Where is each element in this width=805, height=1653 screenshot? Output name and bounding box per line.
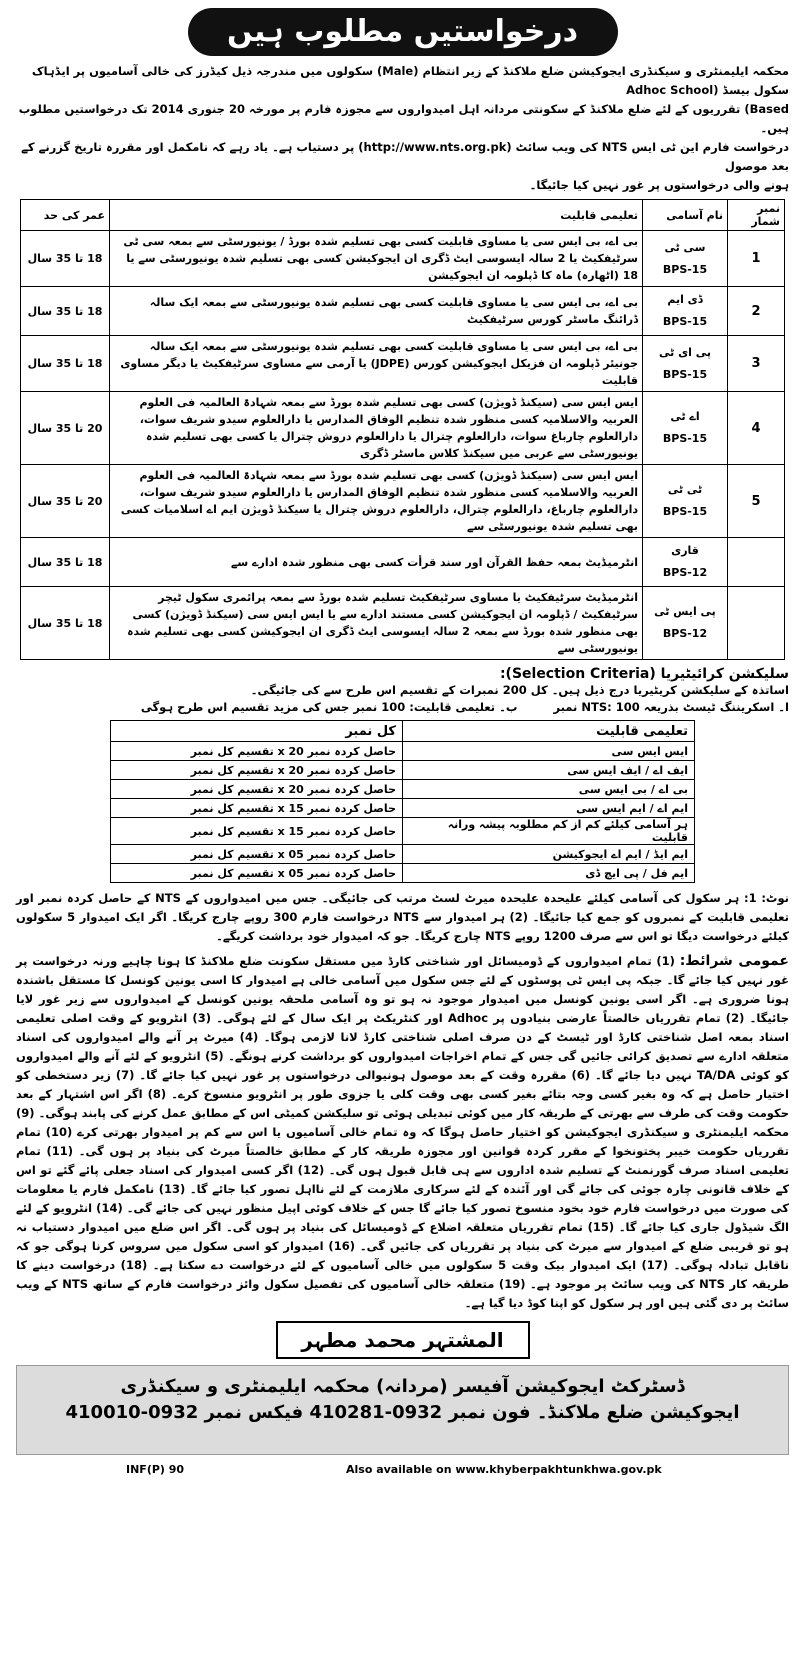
criteria-header-marks: کل نمبر — [111, 721, 403, 742]
post-age: 18 تا 35 سال — [21, 336, 110, 392]
criteria-row — [111, 780, 695, 799]
note-text: نوٹ: 1: ہر سکول کی آسامی کیلئے علیحدہ علیحدہ میرٹ لسٹ مرتب کی جائیگی۔ جس میں امیدواروں کے NTS کے حاصل کردہ نمبر اور تعلیمی قابلیت کے نمبروں کو جمع کیا جائیگا۔ (2) ہر امیدوار سے NTS درخواست فارم 300 روپے چارج کریگا۔ اگر ایک امیدوار 5 سکولوں کیلئے درخواست دیگا تو اس سے صرف 1200 روپے NTS چارج کریگا۔ جو کہ امیدوار خود برداشت کریگے۔ — [16, 891, 790, 943]
selection-nts: ا۔ اسکریننگ ٹیسٹ بذریعہ NTS: 100 نمبر — [553, 700, 789, 714]
criteria-marks: حاصل کردہ نمبر x 20 تقسیم کل نمبر — [111, 742, 403, 761]
post-age: 18 تا 35 سال — [21, 587, 110, 660]
intro-line: Based) تقرریوں کے لئے ضلع ملاکنڈ کے سکونتی مردانہ اہل امیدواروں سے مجوزہ فارم پر مورخہ 20 جنوری 2014 تک درخواستیں مطلوب ہیں۔ — [18, 102, 789, 135]
post-row — [21, 231, 785, 287]
post-sn — [728, 587, 785, 660]
office-line2: ایجوکیشن ضلع ملاکنڈ۔ فون نمبر 0932-410281 فیکس نمبر 0932-410010 — [65, 1402, 740, 1423]
post-qualification: بی اے، بی ایس سی یا مساوی قابلیت کسی بھی تسلیم شدہ یونیورسٹی سے بمعہ ایک سالہ جونیئر ڈپلومہ ان فزیکل ایجوکیشن کورس (JDPE) یا آرمی سے مساوی سرٹیفکیٹ یا دیگر مساوی قابلیت — [110, 336, 643, 392]
post-name-cell — [643, 465, 728, 538]
office-line1: ڈسٹرکٹ ایجوکیشن آفیسر (مردانہ) محکمہ ایلیمنٹری و سیکنڈری — [120, 1376, 685, 1397]
criteria-qual: ایس ایس سی — [403, 742, 695, 761]
intro-text — [16, 62, 789, 195]
selection-title-ur: سلیکشن کرائیٹیریا — [660, 666, 789, 682]
criteria-header-qual: تعلیمی قابلیت — [403, 721, 695, 742]
post-sn: 2 — [728, 287, 785, 336]
criteria-row — [111, 864, 695, 883]
criteria-row — [111, 761, 695, 780]
post-name: سی ٹی — [664, 240, 706, 254]
criteria-marks: حاصل کردہ نمبر x 20 تقسیم کل نمبر — [111, 780, 403, 799]
post-row — [21, 336, 785, 392]
posts-header-row — [21, 200, 785, 231]
post-bps: BPS-12 — [662, 627, 708, 640]
criteria-qual: ہر آسامی کیلئے کم از کم مطلوبہ پیشہ ورانہ قابلیت — [403, 818, 695, 845]
post-qualification: انٹرمیڈیٹ بمعہ حفظ القرآن اور سند قرأت کسی بھی منظور شدہ ادارے سے — [110, 538, 643, 587]
post-name-cell — [643, 287, 728, 336]
page-title: درخواستیں مطلوب ہیں — [188, 8, 618, 56]
post-name: اے ٹی — [670, 410, 700, 423]
criteria-qual: بی اے / بی ایس سی — [403, 780, 695, 799]
intro-line: درخواست فارم این ٹی ایس NTS کی ویب سائٹ (http://www.nts.org.pk) پر دستیاب ہے۔ یاد رہے کہ نامکمل اور مقررہ تاریخ گزرنے کے بعد موصول — [21, 140, 789, 173]
header-qual: تعلیمی قابلیت — [110, 200, 643, 231]
footer — [16, 1463, 789, 1479]
post-row — [21, 538, 785, 587]
post-sn: 5 — [728, 465, 785, 538]
selection-line1: اساتذہ کے سلیکشن کریٹیریا درج ذیل ہیں۔ کل 200 نمبرات کے تقسیم اس طرح سے کی جائیگی۔ — [250, 683, 789, 697]
post-name-cell — [643, 587, 728, 660]
criteria-table — [110, 720, 695, 883]
post-row — [21, 465, 785, 538]
selection-line2 — [16, 699, 789, 716]
criteria-row — [111, 742, 695, 761]
criteria-marks: حاصل کردہ نمبر x 05 تقسیم کل نمبر — [111, 845, 403, 864]
post-row — [21, 287, 785, 336]
criteria-qual: ایف اے / ایف ایس سی — [403, 761, 695, 780]
intro-line: محکمہ ایلیمنٹری و سیکنڈری ایجوکیشن ضلع ملاکنڈ کے زیر انتظام (Male) سکولوں میں مندرجہ ذیل کیڈرز کی خالی آسامیوں پر ایڈہاک سکول بیسڈ (Adhoc School — [31, 64, 789, 97]
post-age: 18 تا 35 سال — [21, 231, 110, 287]
post-name-cell — [643, 538, 728, 587]
post-bps: BPS-15 — [662, 315, 708, 328]
posts-table — [20, 199, 785, 660]
criteria-marks: حاصل کردہ نمبر x 15 تقسیم کل نمبر — [111, 799, 403, 818]
post-bps: BPS-15 — [662, 367, 708, 381]
criteria-qual: ایم اے / ایم ایس سی — [403, 799, 695, 818]
post-name: ڈی ایم — [667, 293, 703, 306]
post-name: قاری — [671, 544, 699, 557]
post-name: ٹی ٹی — [667, 483, 703, 496]
post-sn — [728, 538, 785, 587]
footer-ref: INF(P) 90 — [126, 1463, 185, 1476]
criteria-row — [111, 818, 695, 845]
post-sn: 1 — [728, 231, 785, 287]
post-sn: 4 — [728, 392, 785, 465]
header-sn: نمبر شمار — [728, 200, 785, 231]
post-name-cell — [643, 231, 728, 287]
criteria-marks: حاصل کردہ نمبر x 05 تقسیم کل نمبر — [111, 864, 403, 883]
post-bps: BPS-15 — [662, 505, 708, 518]
selection-edu: ب۔ تعلیمی قابلیت: 100 نمبر جس کی مزید تقسیم اس طرح ہوگی — [140, 700, 518, 714]
post-age: 18 تا 35 سال — [21, 538, 110, 587]
post-row — [21, 587, 785, 660]
selection-title-en: (Selection Criteria): — [499, 666, 656, 682]
criteria-marks: حاصل کردہ نمبر x 20 تقسیم کل نمبر — [111, 761, 403, 780]
criteria-marks: حاصل کردہ نمبر x 15 تقسیم کل نمبر — [111, 818, 403, 845]
post-qualification: بی اے، بی ایس سی یا مساوی قابلیت کسی بھی تسلیم شدہ بورڈ / یونیورسٹی سے بمعہ سی ٹی سرٹیفکیٹ یا 2 سالہ ایسوسی ایٹ ڈگری ان ایجوکیشن کسی بھی تسلیم شدہ یونیورسٹی سے یا 18 (اٹھارہ) ماہ کا ڈپلومہ ان ایجوکیشن — [110, 231, 643, 287]
post-age: 18 تا 35 سال — [21, 287, 110, 336]
general-terms — [16, 952, 789, 1313]
criteria-row — [111, 845, 695, 864]
general-terms-title: عمومی شرائط: — [679, 953, 789, 969]
post-bps: BPS-12 — [662, 566, 708, 579]
selection-title — [16, 666, 789, 682]
post-bps: BPS-15 — [662, 262, 708, 276]
header-name: نام آسامی — [643, 200, 728, 231]
post-qualification: ایس ایس سی (سیکنڈ ڈویژن) کسی بھی تسلیم شدہ بورڈ سے بمعہ شہادۃ العالمیہ فی العلوم العربیہ والاسلامیہ کسی منظور شدہ تنظیم الوفاق المدارس یا دارالعلوم سیدو شریف سوات، دارالعلوم چارباغ، دارالعلوم چترال، دارالعلوم دروش چترال یا سیکنڈ ڈویژن ایم اے اسلامیات کسی بھی تسلیم شدہ یونیورسٹی سے — [110, 465, 643, 538]
office-address — [16, 1365, 789, 1455]
post-name-cell — [643, 336, 728, 392]
advertiser-box: المشتہر محمد مطہر — [276, 1321, 530, 1359]
criteria-qual: ایم فل / پی ایچ ڈی — [403, 864, 695, 883]
criteria-header-row — [111, 721, 695, 742]
post-name: پی ایس ٹی — [654, 605, 716, 618]
footer-website: Also available on www.khyberpakhtunkhwa.gov.pk — [346, 1463, 662, 1476]
intro-line: ہونے والی درخواستوں پر غور نہیں کیا جائیگا۔ — [529, 178, 789, 192]
post-age: 20 تا 35 سال — [21, 465, 110, 538]
header-age: عمر کی حد — [21, 200, 110, 231]
post-bps: BPS-15 — [662, 432, 708, 445]
post-name-cell — [643, 392, 728, 465]
criteria-qual: ایم ایڈ / ایم اے ایجوکیشن — [403, 845, 695, 864]
criteria-row — [111, 799, 695, 818]
post-name: پی ای ٹی — [658, 345, 712, 359]
post-age: 20 تا 35 سال — [21, 392, 110, 465]
post-qualification: ایس ایس سی (سیکنڈ ڈویژن) کسی بھی تسلیم شدہ بورڈ سے بمعہ شہادۃ العالمیہ فی العلوم العربیہ والاسلامیہ کسی منظور شدہ تنظیم الوفاق المدارس یا دارالعلوم سیدو شریف سوات، دارالعلوم چارباغ سوات، دارالعلوم چترال یا دارالعلوم دروش چترال یا کسی بھی تسلیم شدہ یونیورسٹی سے عربی میں سیکنڈ کلاس ماسٹر ڈگری — [110, 392, 643, 465]
general-terms-body: (1) تمام امیدواروں کے ڈومیسائل اور شناختی کارڈ میں مستقل سکونت ضلع ملاکنڈ کا ہونا چاہیے ورنہ درخواست پر غور نہیں کیا جائے گا۔ جبکہ پی ایس ٹی پوسٹوں کے لئے جس سکول میں آسامی خالی ہے امیدوار کا اسی یونین کونسل کا مستقل باشندہ ہونا ضروری ہے۔ اگر اسی یونین کونسل میں امیدوار موجود نہ ہو تو وہ آسامی ملحقہ یونین کونسل کے امیدواروں سے زیر غور لایا جائیگا۔ (2) تمام تقرریاں خالصتاً عارضی بنیادوں پر Adhoc اور کنٹریکٹ پر ایک سال کے لئے ہوگی۔ (3) انٹرویو کے وقت اصلی تعلیمی اسناد بمعہ اصل شناختی کارڈ اور ٹیسٹ کے دن صرف اصلی شناختی کارڈ لانا لازمی ہوگا۔ (4) میرٹ پر آنے والے امیدواروں کی اسناد متعلقہ ادارے سے تصدیق کرائی جائیں گی جس کے تمام اخراجات امیدواروں کو برداشت کرنے ہونگے۔ (5) انٹرویو کے لئے آنے والے امیدواروں کو کوئی TA/DA نہیں دیا جائے گا۔ (6) مقررہ وقت کے بعد موصول ہونیوالی درخواستوں پر غور نہیں کیا جائے گا۔ (7) زیر دستخطی کو اختیار حاصل ہے کہ وہ بغیر کسی وجہ بتائے بغیر کسی بھی وقت کلی یا جزوی طور پر انٹرویو منسوخ کرے۔ (8) اگر اس اشتہار کے بعد حکومت وقت کی طرف سے بھرتی کے طریقہ کار میں کوئی تبدیلی ہوئی تو سلیکشن کمیٹی اس کے مطابق عمل کرنے کی پابند ہوگی۔ (9) محکمہ ایلیمنٹری و سیکنڈری ایجوکیشن کو اختیار حاصل ہوگا کہ وہ تمام خالی آسامیوں یا اس سے کم پر امیدوار بھرتی کرے (10) تمام تقرریاں حکومت خیبر پختونخوا کے مقرر کردہ قوانین اور مجوزہ طریقہ کار کے مطابق خالصتاً میرٹ کی بنیاد پر ہوں گی۔ (11) تمام تعلیمی اسناد صرف گورنمنٹ کے تسلیم شدہ اداروں سے ہی قابل قبول ہوں گی۔ (12) اگر کسی امیدوار کی اسناد جعلی پائے گئے تو اس کے خلاف قانونی چارہ جوئی کی جائے گی اور آئندہ کے لئے سرکاری ملازمت کے لئے نااہل تصور کیا جائے گا۔ (13) نامکمل فارم یا معلومات کی صورت میں درخواست فارم خود بخود منسوخ تصور کیا جائے گا جس کے خلاف کوئی اپیل منظور نہیں کی جائے گی۔ (14) انٹرویو کے لئے الگ شیڈول جاری کیا جائے گا۔ (15) تمام تقرریاں متعلقہ اضلاع کے ڈومیسائل کی بنیاد پر ہوں گی۔ اگر اس ضلع میں امیدوار دستیاب نہ ہو تو قریبی ضلع کے امیدوار سے میرٹ کی بنیاد پر تقرریاں کی جائیں گی۔ (16) امیدوار کو اسی سکول میں سروس کرنا ہوگی جو کہ ناقابل تبادلہ ہوگی۔ (17) ایک امیدوار بیک وقت 5 سکولوں میں خالی آسامیوں کے لئے درخواست دے سکتا ہے۔ (18) درخواست دینے کا طریقہ کار NTS کی ویب سائٹ پر موجود ہے۔ (19) متعلقہ خالی آسامیوں کی تفصیل سکول وائز درخواست فارم کے ساتھ NTS کے ویب سائٹ پر دی گئی ہیں اور ہر سکول کو اپنا کوڈ دیا گیا ہے۔ — [16, 954, 790, 1310]
post-row — [21, 392, 785, 465]
post-qualification: بی اے، بی ایس سی یا مساوی قابلیت کسی بھی تسلیم شدہ یونیورسٹی سے بمعہ ایک سالہ ڈرائنگ ماسٹر کورس سرٹیفکیٹ — [110, 287, 643, 336]
post-sn: 3 — [728, 336, 785, 392]
post-qualification: انٹرمیڈیٹ سرٹیفکیٹ یا مساوی سرٹیفکیٹ تسلیم شدہ بورڈ سے بمعہ پرائمری سکول ٹیچر سرٹیفکیٹ / ڈپلومہ ان ایجوکیشن کسی مستند ادارے سے یا ایس ایس سی (سیکنڈ ڈویژن) کسی بھی منظور شدہ بورڈ سے بمعہ 2 سالہ ایسوسی ایٹ ڈگری ان ایجوکیشن کسی بھی تسلیم شدہ یونیورسٹی سے — [110, 587, 643, 660]
